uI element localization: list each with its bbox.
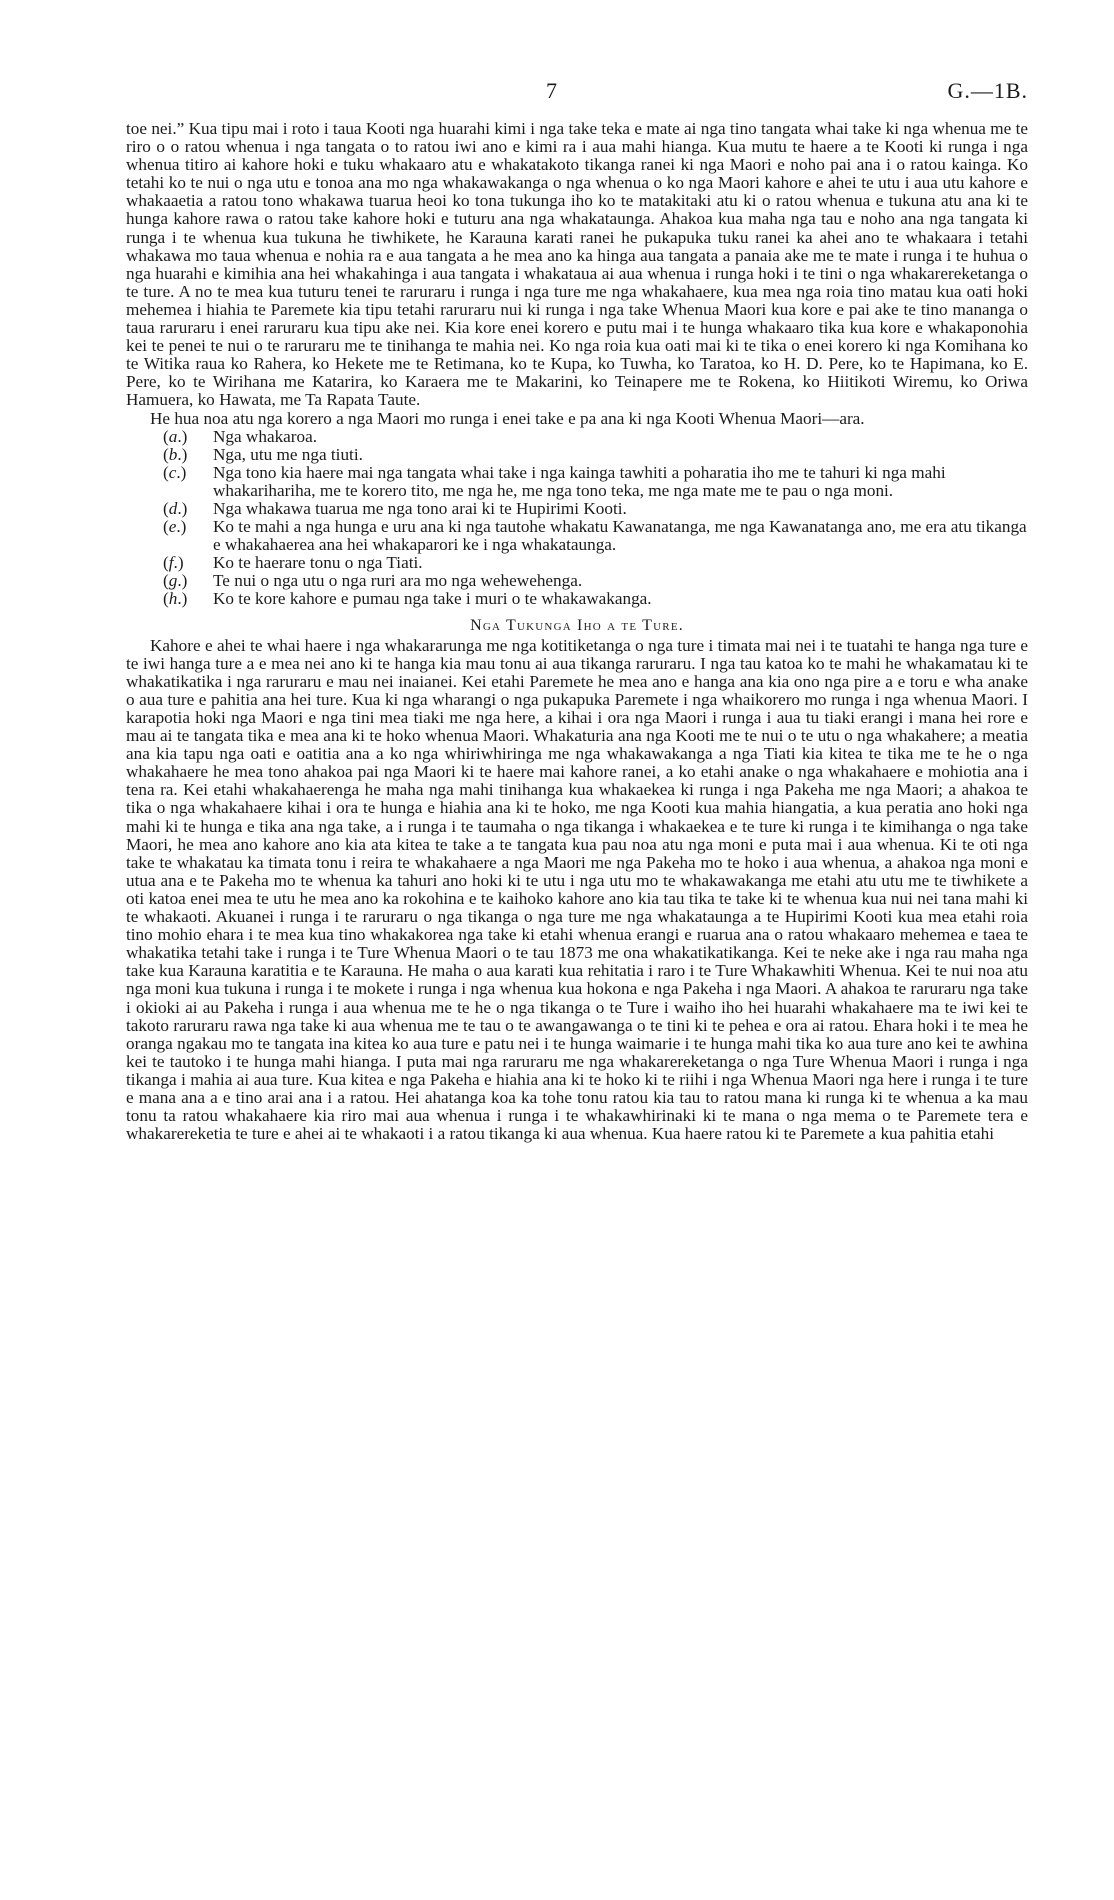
list-item-text: Ko te mahi a nga hunga e uru ana ki nga tautohe whakatu Kawanatanga, me nga Kawanatanga ano, me era atu tikanga e whakahaerea ana hei whakaparori ke i nga whakataunga. <box>213 517 1027 555</box>
list-item <box>126 446 1028 464</box>
list-item-text: Te nui o nga utu o nga ruri ara mo nga wehewehenga. <box>213 571 583 591</box>
list-label: (b.) <box>163 444 188 464</box>
body-text <box>126 120 1028 1143</box>
list-item-text: Ko te kore kahore e pumau nga take i muri o te whakawakanga. <box>213 589 652 609</box>
paragraph: toe nei.” Kua tipu mai i roto i taua Kooti nga huarahi kimi i nga take teka e mate ai nga tino tangata whai take ki nga whenua me te riro o o ratou whenua i nga tangata o to ratou iwi ano e kimi ra i aua mahi hianga. Kua mutu te haere a te Kooti ki runga i nga whenua titiro ai kahore hoki e tuku whakaaro atu e whakatakoto tikanga ranei ki nga Maori e noho pai ana i o ratou kainga. Ko tetahi ko te nui o nga utu e tonoa ana mo nga whakawakanga o nga whenua o ko nga Maori kahore e ahei te utu i aua utu kahore e whakaaetia a ratou tono whakawa tuarua heoi ko tona tukunga iho ko te matakitaki atu ki o ratou whenua e tukuna atu ana ki te hunga kahore rawa o ratou take kahore hoki e tuturu ana nga whakataunga. Ahakoa kua maha nga tau e noho ana nga tangata ki runga i te whenua kua tukuna he tiwhikete, he Karauna karati ranei he pukapuka tuku ranei ka ahei ano te whakaara i tetahi whakawa mo taua whenua e nohia ra e aua tangata a he mea ano ka hinga aua tangata a panaia ake me te mate i runga i te huhua o nga huarahi e kimihia ana hei whakahinga i aua tangata i whakataua ai aua whenua i runga hoki i te tini o nga whakarereketanga o te ture. A no te mea kua tuturu tenei te raruraru i runga i nga ture me nga whakahaere, kua mea nga roia tino matau kua oati hoki mehemea i hiahia te Paremete kia tipu tetahi raruraru nui ki runga i nga take Whenua Maori kua kore e pai ake te tino mananga o taua raruraru i enei raruraru kua tipu ake nei. Kia kore enei korero e putu mai i te hunga whakaaro tika kua kore e whakaponohia kei te penei te nui o te raruraru me te tinihanga te mahia nei. Ko nga roia kua oati mai ki te tika o enei korero ki nga Komihana ko te Witika raua ko Rahera, ko Hekete me te Retimana, ko te Kupa, ko Tuwha, ko Taratoa, ko H. D. Pere, ko te Hapimana, ko E. Pere, ko te Wirihana me Katarira, ko Karaera me te Makarini, ko Teinapere me te Rokena, ko Hiitikoti Wiremu, ko Oriwa Hamuera, ko Hawata, me Ta Rapata Taute. <box>126 119 1028 410</box>
list-item <box>126 518 1028 554</box>
document-reference: G.—1B. <box>947 78 1028 103</box>
list-item <box>126 590 1028 608</box>
list-item-text: Nga whakawa tuarua me nga tono arai ki te Hupirimi Kooti. <box>213 498 627 518</box>
list-label: (a.) <box>163 426 188 446</box>
page-header <box>126 78 1028 108</box>
page-number: 7 <box>546 78 557 103</box>
section-heading: Nga Tukunga Iho a te Ture. <box>470 616 684 634</box>
list-label: (c.) <box>163 462 187 482</box>
list-item-text: Ko te haerare tonu o nga Tiati. <box>213 553 423 573</box>
list-item <box>126 428 1028 446</box>
list-item-text: Nga whakaroa. <box>213 426 318 446</box>
paragraph: He hua noa atu nga korero a nga Maori mo runga i enei take e pa ana ki nga Kooti Whenua Maori—ara. <box>150 408 865 428</box>
paragraph: Kahore e ahei te whai haere i nga whakararunga me nga kotitiketanga o nga ture i timata mai nei i te tuatahi te hanga nga ture e te iwi hanga ture a e mea nei ano ki te hanga kia mau tonu ai aua tikanga raruraru. I nga tau katoa ko te mahi he whakamatau ki te whakatikatika i nga raruraru e mau nei inaianei. Kei etahi Paremete he mea ano e hanga ana kia ono nga pire a e toru e wha anake o aua ture e pahitia ana hei ture. Kua ki nga wharangi o nga pukapuka Paremete i nga whaikorero mo runga i nga whenua Maori. I karapotia hoki nga Maori e nga tini mea tiaki me nga here, a kihai i ora nga Maori i runga i aua tu tiaki erangi i mana hei rore e mau ai te tangata tika e mea ana ki te hoko whenua Maori. Whakaturia ana nga Kooti me te nui o te utu o nga whakahere; a meatia ana kia tapu nga oati e oatitia ana a ko nga whiriwhiringa me nga whakawakanga a nga Tiati kia kitea te tika me te he o nga whakahaere he mea tono ahakoa pai nga Maori ki te haere mai kahore ranei, a ko etahi anake o nga whakahaere e mohiotia ana i tena ra. Kei etahi whakahaerenga he maha nga mahi tinihanga kua whakaekea ki runga i nga Pakeha me nga Maori; a ahakoa te tika o nga whakahaere kihai i ora te hunga e hiahia ana ki te hoko, me nga Kooti kua mahia hiangatia, a kua peratia ano hoki nga mahi ki te hunga e tika ana nga take, a i runga i te taumaha o nga tikanga i whakaekea e te ture ki runga i te kimihanga o nga take Maori, he mea ano kahore ano kia ata kitea te take a te tangata kua pau noa atu nga moni e puta mai i aua whenua. Ki te oti nga take te whakatau ka timata tonu i reira te whakahaere a nga Maori me nga Pakeha mo te hoko i aua whenua, a ahakoa nga moni e utua ana e te Pakeha mo te whenua ka tahuri ano hoki ki te utu i nga utu mo te whakawakanga me etahi atu utu me te tiwhikete a oti katoa enei mea te utu he mea ano ka rokohina e te kaihoko kahore ano kia tau tika te take ki te whenua kua nui nei tana mahi ki te whakaoti. Akuanei i runga i te raruraru o nga tikanga o nga ture me nga whakataunga a te Hupirimi Kooti kua mea etahi roia tino mohio ehara i te mea kua tino whakakorea nga take ki etahi whenua erangi e ruarua ana o ratou whakaaro mehemea e taea te whakatika tetahi take i runga i te Ture Whenua Maori o te tau 1873 me ona whakatikatikanga. Kei te neke ake i nga rau maha nga take kua Karauna karatitia e te Karauna. He maha o aua karati kua rehitatia i raro i te Ture Whakawhiti Whenua. Kei te nui noa atu nga moni kua tukuna i runga i te mokete i runga i nga whenua kua hokona e nga Pakeha i nga Maori. A ahakoa te raruraru nga take i okioki ai au Pakeha i runga i aua whenua me te he o nga tikanga o te Ture i waiho iho hei huarahi whakahaere ma te iwi kei te takoto raruraru rawa nga take ki aua whenua me te tau o te awangawanga o te tini ki te pehea e ora ai ratou. Ehara hoki i te mea he oranga ngakau mo te tangata ina kitea ko aua ture e patu nei i te hunga waimarie i te hunga mahi tika ko aua ture ano kei te awhina kei te tautoko i te hunga mahi hianga. I puta mai nga raruraru me nga whakarereketanga o nga Ture Whenua Maori i runga i nga tikanga i mahia ai aua ture. Kua kitea e nga Pakeha e hiahia ana ki te hoko ki te riihi i nga Whenua Maori nga here i runga i te ture e mana ana a e tino arai ana i a ratou. Hei ahatanga koa ka tohe tonu ratou kia tau to ratou mana ki runga ki te whenua a ka mau tonu ta ratou whakahaere kia riro mai aua whenua i runga i te whakawhirinaki ki te mana o nga mema o te Paremete tera e whakarereketia te ture e ahei ai te whakaoti i a ratou tikanga ki aua whenua. Kua haere ratou ki te Paremete a kua pahitia etahi <box>126 635 1028 1144</box>
list-label: (d.) <box>163 498 188 518</box>
list-item-text: Nga, utu me nga tiuti. <box>213 444 363 464</box>
grievance-list <box>126 428 1028 609</box>
list-label: (f.) <box>163 553 184 573</box>
list-item <box>126 464 1028 500</box>
list-item <box>126 500 1028 518</box>
list-item <box>126 554 1028 572</box>
list-label: (g.) <box>163 571 188 591</box>
list-item-text: Nga tono kia haere mai nga tangata whai take i nga kainga tawhiti a poharatia iho me te tahuri ki nga mahi whakarihariha, me te korero tito, me nga he, me nga tono teka, me nga mate me te pau o nga moni. <box>213 462 946 500</box>
list-item <box>126 572 1028 590</box>
list-label: (e.) <box>163 517 187 537</box>
list-label: (h.) <box>163 589 188 609</box>
